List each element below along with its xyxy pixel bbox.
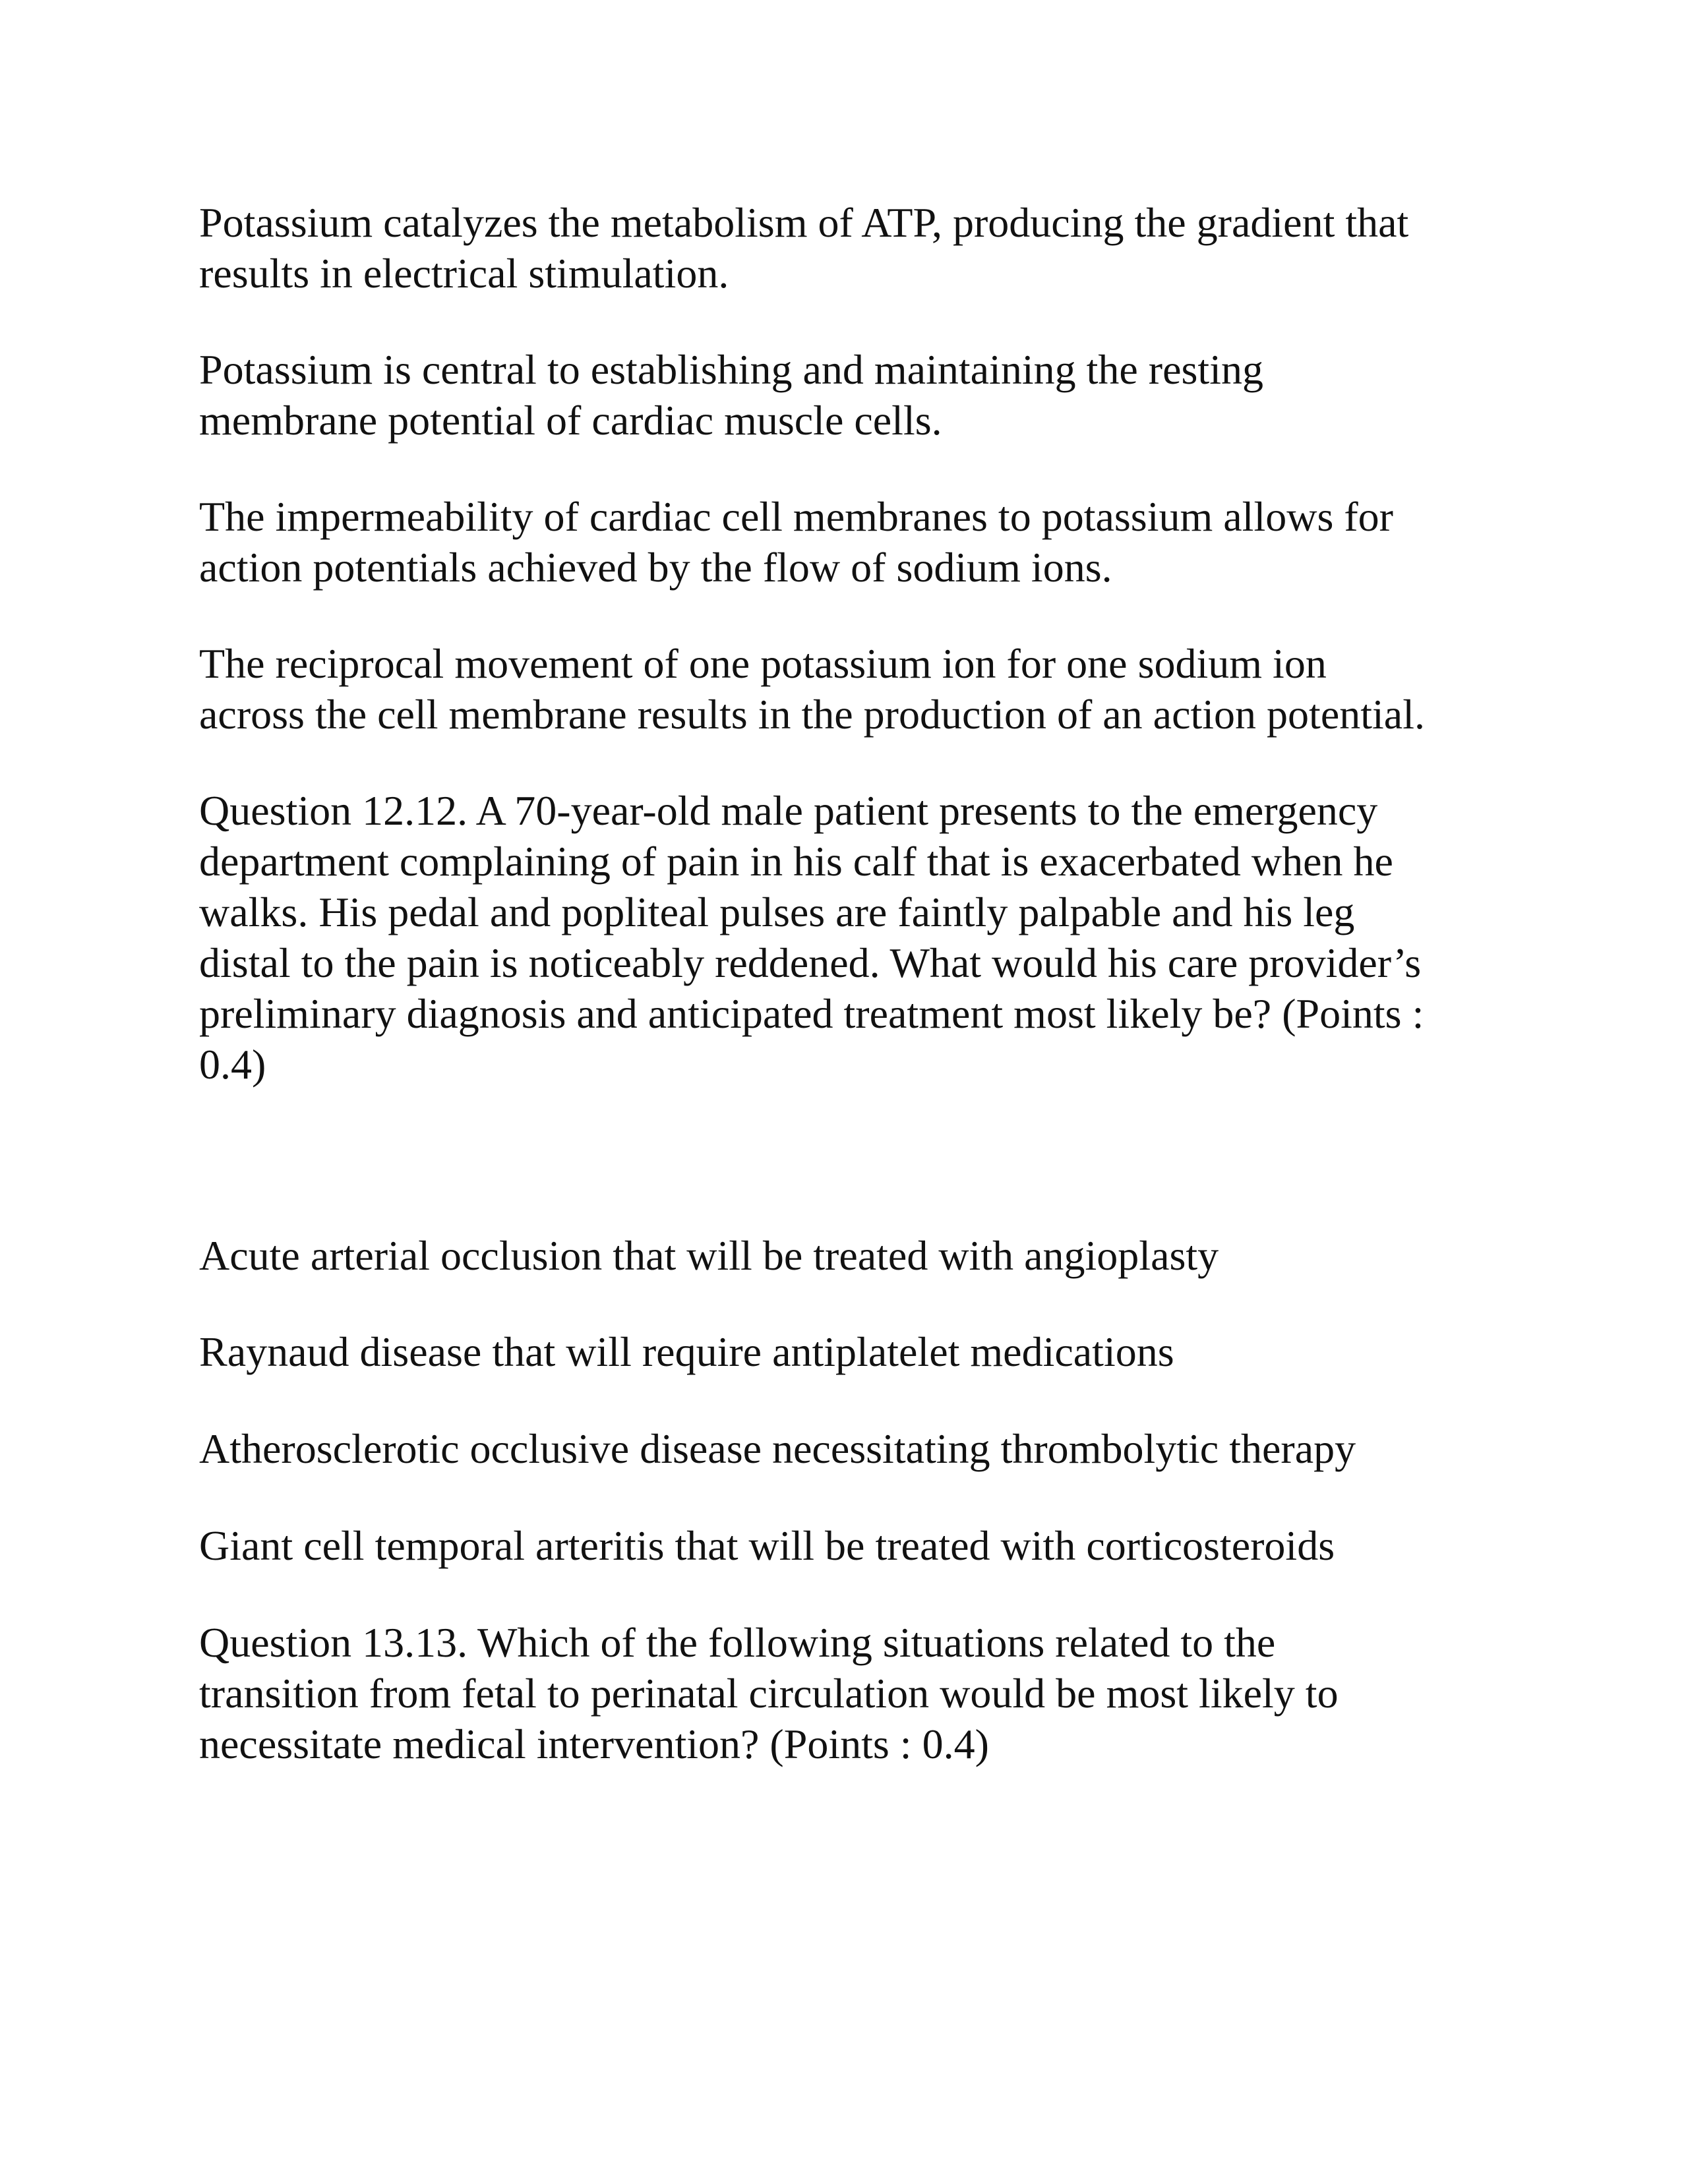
answer-option-text: The reciprocal movement of one potassium ion for one sodium ion across the cell membrane results in the production of an action potential. <box>199 640 1425 738</box>
question-12-option: Atherosclerotic occlusive disease necessitating thrombolytic therapy <box>199 1425 1356 1472</box>
answer-option-text: Potassium is central to establishing and maintaining the resting membrane potential of cardiac muscle cells. <box>199 346 1263 444</box>
answer-option-text: The impermeability of cardiac cell membranes to potassium allows for action potentials achieved by the flow of sodium ions. <box>199 493 1393 591</box>
question-12-text: Question 12.12. A 70-year-old male patient presents to the emergency department complaining of pain in his calf that is exacerbated when he walks. His pedal and popliteal pulses are faintly palpable and his leg distal to the pain is noticeably reddened. What would his care provider’s preliminary diagnosis and anticipated treatment most likely be? (Points : 0.4) <box>199 787 1424 1088</box>
question-13-text: Question 13.13. Which of the following situations related to the transition from fetal to perinatal circulation would be most likely to necessitate medical intervention? (Points : 0.4) <box>199 1619 1339 1767</box>
question-12-option: Raynaud disease that will require antiplatelet medications <box>199 1328 1174 1375</box>
answer-option-text: Potassium catalyzes the metabolism of ATP, producing the gradient that results in electrical stimulation. <box>199 199 1409 297</box>
question-12-option: Acute arterial occlusion that will be treated with angioplasty <box>199 1232 1219 1279</box>
question-12-option: Giant cell temporal arteritis that will be treated with corticosteroids <box>199 1522 1335 1569</box>
